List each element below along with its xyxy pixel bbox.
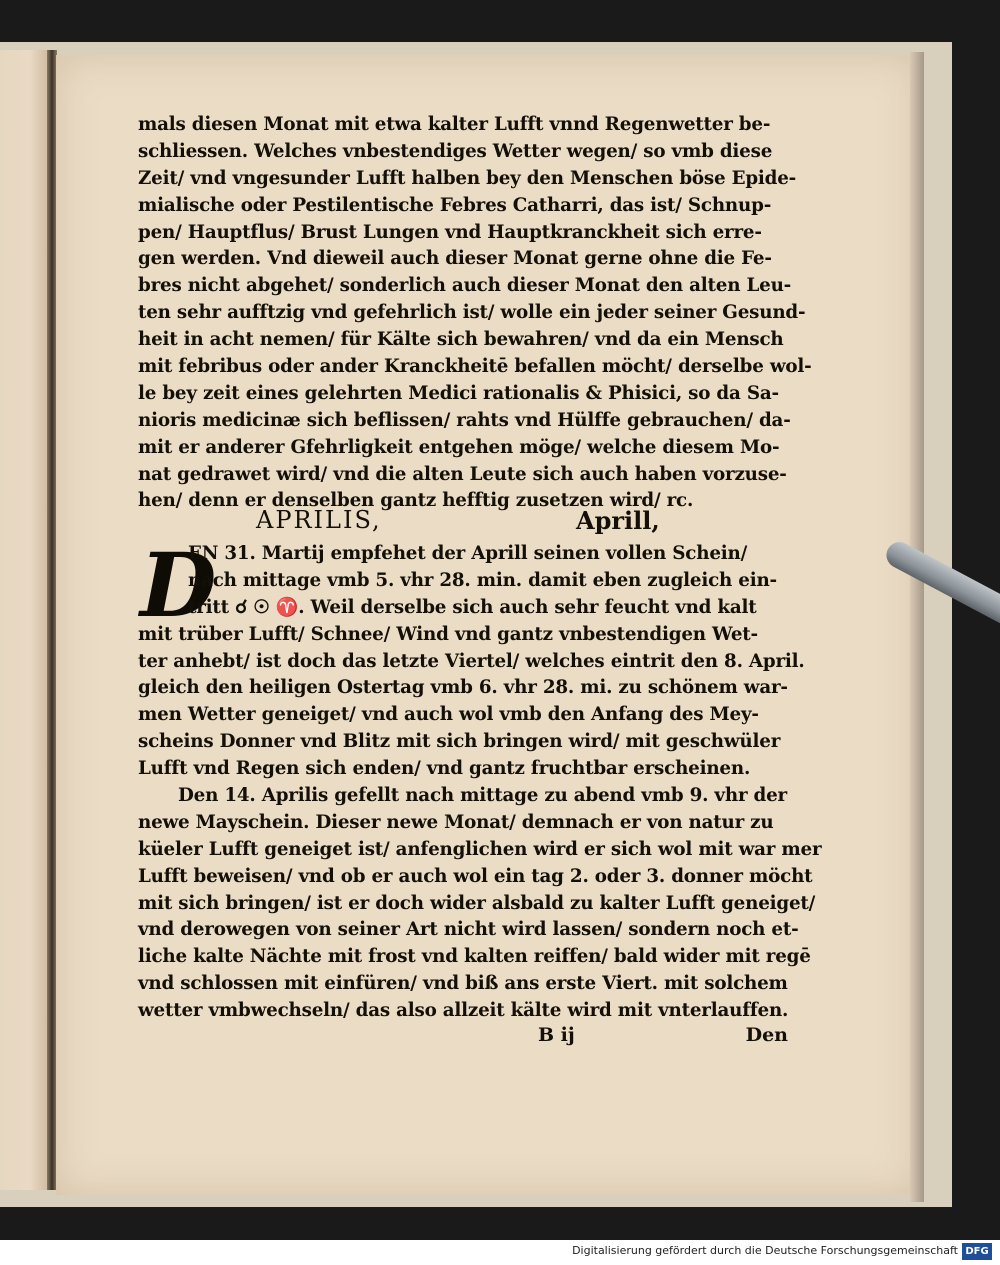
text-line: nat gedrawet wird/ vnd die alten Leute sich auch haben vorzuse-	[138, 463, 787, 485]
left-page-edge	[0, 50, 50, 1190]
text-line: mit er anderer Gfehrligkeit entgehen möge/ welche diesem Mo-	[138, 436, 780, 458]
text-line: EN 31. Martij empfehet der Aprill seinen vollen Schein/	[188, 543, 748, 564]
text-line: men Wetter geneiget/ vnd auch wol vmb den Anfang des Mey-	[138, 704, 759, 726]
text-line: nioris medicinæ sich beflissen/ rahts vnd Hülffe gebrauchen/ da-	[138, 409, 791, 431]
text-line: wetter vmbwechseln/ das also allzeit kälte wird mit vnterlauffen.	[138, 1000, 789, 1022]
text-block-april	[138, 533, 805, 783]
section-title-german: Aprill,	[576, 506, 660, 535]
catchword: Den	[745, 1024, 788, 1046]
digitization-footer	[0, 1240, 1000, 1265]
text-line: newe Mayschein. Dieser newe Monat/ demnach er von natur zu	[138, 811, 774, 833]
text-line: mals diesen Monat mit etwa kalter Lufft vnnd Regenwetter be-	[138, 114, 771, 135]
text-line: mit febribus oder ander Kranckheitē befallen möcht/ derselbe wol-	[138, 356, 812, 378]
section-heading	[138, 506, 788, 540]
text-line: le bey zeit eines gelehrten Medici rationalis & Phisici, so da Sa-	[138, 382, 779, 404]
text-block-new-moon	[138, 783, 822, 1025]
funding-credit: Digitalisierung gefördert durch die Deutsche Forschungsgemeinschaft	[572, 1244, 958, 1257]
signature-mark: B ij	[538, 1024, 575, 1046]
dfg-logo: DFG	[962, 1243, 992, 1260]
text-line: vnd schlossen mit einfüren/ vnd biß ans erste Viert. mit solchem	[138, 973, 788, 995]
text-line: gleich den heiligen Ostertag vmb 6. vhr 28. mi. zu schönem war-	[138, 677, 788, 699]
text-line: Lufft beweisen/ vnd ob er auch wol ein tag 2. oder 3. donner möcht	[138, 865, 813, 887]
text-line: tritt ☌ ☉ ♈. Weil derselbe sich auch sehr feucht vnd kalt	[188, 596, 757, 618]
text-line: vnd derowegen von seiner Art nicht wird lassen/ sondern noch et-	[138, 919, 799, 941]
text-line: nach mittage vmb 5. vhr 28. min. damit eben zugleich ein-	[188, 569, 777, 591]
section-title-latin: APRILIS,	[256, 506, 382, 534]
text-line: ten sehr aufftzig vnd gefehrlich ist/ wolle ein jeder seiner Gesund-	[138, 302, 806, 324]
text-line: Den 14. Aprilis gefellt nach mittage zu abend vmb 9. vhr der	[178, 785, 787, 806]
text-line: ter anhebt/ ist doch das letzte Viertel/ welches eintrit den 8. April.	[138, 650, 805, 672]
text-line: mit trüber Lufft/ Schnee/ Wind vnd gantz vnbestendigen Wet-	[138, 623, 758, 645]
text-line: pen/ Hauptflus/ Brust Lungen vnd Hauptkranckheit sich erre-	[138, 221, 762, 243]
text-line: Zeit/ vnd vngesunder Lufft halben bey den Menschen böse Epide-	[138, 167, 797, 189]
page-right-edge	[910, 52, 924, 1202]
text-line: heit in acht nemen/ für Kälte sich bewahren/ vnd da ein Mensch	[138, 329, 784, 351]
text-line: mialische oder Pestilentische Febres Catharri, das ist/ Schnup-	[138, 194, 772, 216]
text-line: bres nicht abgehet/ sonderlich auch dieser Monat den alten Leu-	[138, 275, 792, 297]
text-line: küeler Lufft geneiget ist/ anfenglichen wird er sich wol mit war mer	[138, 838, 822, 860]
text-line: Lufft vnd Regen sich enden/ vnd gantz fruchtbar erscheinen.	[138, 758, 751, 780]
text-line: schliessen. Welches vnbestendiges Wetter wegen/ so vmb diese	[138, 140, 773, 162]
text-line: hen/ denn er denselben gantz hefftig zusetzen wird/ rc.	[138, 490, 694, 512]
text-line: liche kalte Nächte mit frost vnd kalten reiffen/ bald wider mit regē	[138, 946, 811, 968]
text-line: mit sich bringen/ ist er doch wider alsbald zu kalter Lufft geneiget/	[138, 892, 816, 914]
drop-capital: D	[140, 533, 217, 637]
page-footer-marks	[138, 1024, 788, 1052]
text-line: scheins Donner vnd Blitz mit sich bringen wird/ mit geschwüler	[138, 731, 781, 753]
text-line: gen werden. Vnd dieweil auch dieser Monat gerne ohne die Fe-	[138, 248, 772, 270]
text-block-top	[138, 112, 812, 515]
